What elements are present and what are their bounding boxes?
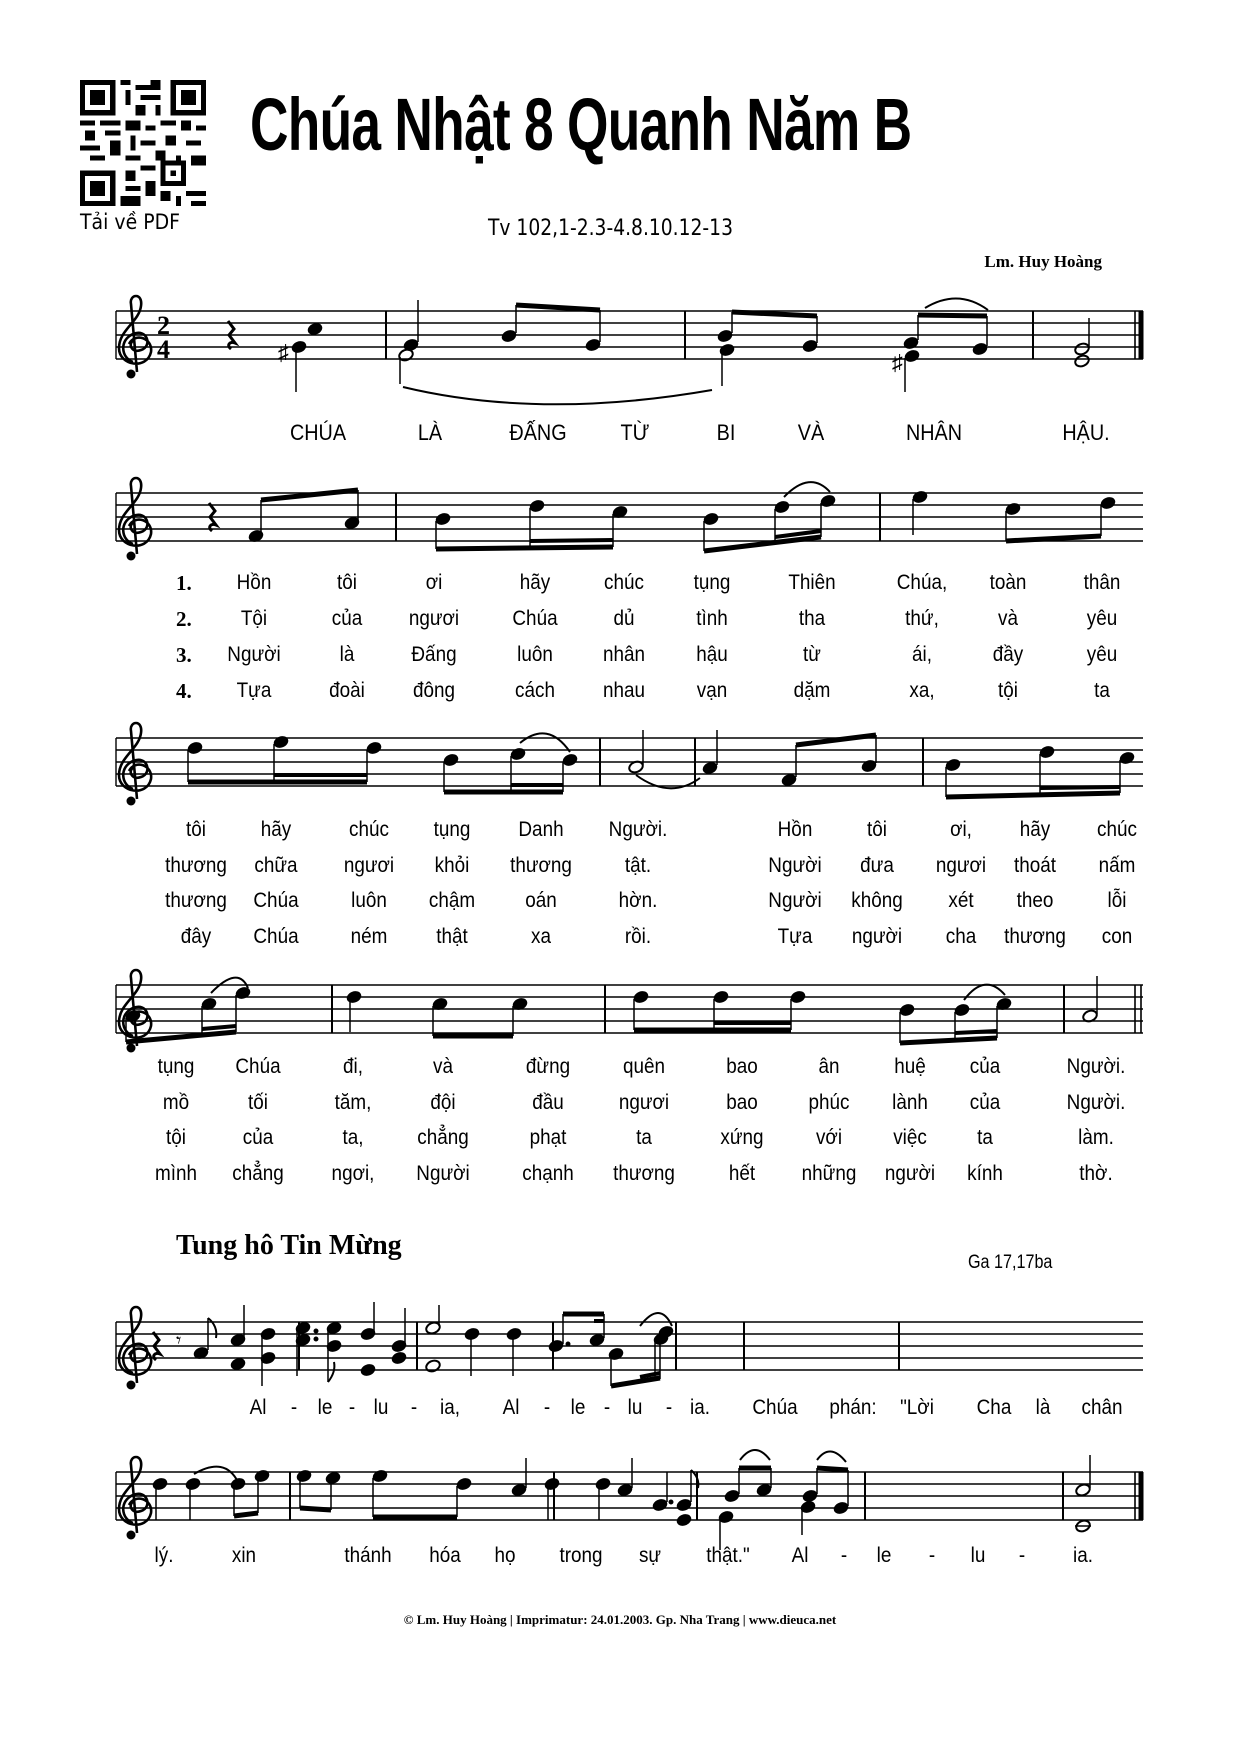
lyric-syllable: Al [791,1544,809,1567]
lyric-syllable: phạt [529,1126,567,1149]
treble-clef-icon [119,1457,151,1540]
verse-number: 1. [176,571,192,595]
verse-number: 3. [176,643,192,667]
lyric-syllable: cách [515,679,555,702]
lyric-syllable: Al [249,1396,267,1419]
lyric-syllable: của [969,1055,1001,1078]
lyric-syllable: thờ. [1079,1162,1113,1185]
lyric-syllable: dủ [613,607,635,630]
lyric-syllable: chữa [254,854,298,877]
lyric-syllable: Người. [1066,1055,1126,1078]
lyric-syllable: Chúa [235,1055,281,1078]
lyric-syllable: tôi [186,818,206,841]
lyric-syllable: là [339,643,355,666]
lyric-syllable: xét [948,889,974,912]
time-signature-bottom: 4 [157,335,170,364]
lyric-syllable: tăm, [334,1091,372,1114]
lyric-syllable: hậu [696,643,728,666]
lyric-syllable: đoài [329,679,365,702]
lyric-syllable: tôi [867,818,887,841]
lyric-syllable: thứ, [905,607,939,630]
lyric-syllable: thương [1004,925,1066,948]
lyric-syllable: không [851,889,903,912]
lyric-syllable: HẬU. [1062,420,1110,445]
lyric-syllable: Hồn [777,818,813,841]
lyric-syllable: ĐẤNG [509,420,567,445]
lyric-syllable: ngươi [618,1091,670,1114]
time-signature-top: 2 [157,311,170,340]
lyric-syllable: ta [1094,679,1110,702]
treble-clef-icon [119,1307,151,1390]
lyric-syllable: LÀ [417,420,443,445]
lyric-syllable: luôn [351,889,387,912]
lyric-syllable: đội [430,1091,456,1114]
lyric-syllable: yêu [1086,643,1118,666]
lyric-syllable: thương [165,854,227,877]
lyric-syllable: Tựa [236,679,272,702]
lyric-syllable: đây [180,925,212,948]
lyric-syllable: ngươi [935,854,987,877]
lyric-syllable: khỏi [434,854,470,877]
lyric-syllable: vạn [696,679,728,702]
lyric-syllable: VÀ [797,420,825,445]
lyric-syllable: tối [248,1091,268,1114]
lyric-syllable: ngơi, [331,1162,375,1185]
lyric-syllable: Chúa, [896,571,948,594]
treble-clef-icon [119,723,151,806]
lyric-syllable: Thiên [788,571,836,594]
svg-text:𝄾: 𝄾 [176,1330,182,1352]
lyric-syllable: le [876,1544,892,1567]
lyric-syllable: - [348,1396,356,1419]
lyric-syllable: ơi, [950,818,972,841]
lyric-syllable: nấm [1098,854,1136,877]
lyric-syllable: đừng [525,1055,571,1078]
lyric-syllable: CHÚA [289,420,347,445]
lyric-syllable: hết [728,1162,756,1185]
lyric-syllable: chúc [349,818,389,841]
lyric-syllable: ta [977,1126,993,1149]
lyric-syllable: đưa [860,854,894,877]
lyric-syllable: dặm [793,679,831,702]
lyric-syllable: mồ [162,1091,190,1114]
lyric-syllable: đầu [532,1091,564,1114]
lyric-syllable: oán [525,889,557,912]
lyric-syllable: tụng [157,1055,195,1078]
verse-number: 4. [176,679,192,703]
lyric-syllable: yêu [1086,607,1118,630]
lyric-syllable: tật. [624,854,652,877]
lyric-syllable: Tội [240,607,268,630]
lyric-syllable: Người [416,1162,470,1185]
lyric-syllable: - [665,1396,673,1419]
lyric-syllable: toàn [989,571,1027,594]
lyric-syllable: le [317,1396,333,1419]
lyric-syllable: xa, [909,679,935,702]
lyric-syllable: - [928,1544,936,1567]
lyric-syllable: le [570,1396,586,1419]
lyric-syllable: Cha [976,1396,1012,1419]
lyric-syllable: chẳng [232,1162,284,1185]
lyric-syllable: phán: [829,1396,877,1419]
footer-copyright: © Lm. Huy Hoàng | Imprimatur: 24.01.2003. Gp. Nha Trang | www.dieuca.net [403,1612,837,1627]
lyric-syllable: của [242,1126,274,1149]
treble-clef-icon [119,296,151,379]
lyric-syllable: Chúa [253,925,299,948]
download-pdf-link[interactable]: Tải về PDF [80,210,181,234]
lyric-syllable: ân [818,1055,840,1078]
page-title: Chúa Nhật 8 Quanh Năm B [250,83,912,166]
lyric-syllable: TỪ [620,420,650,445]
lyric-syllable: hãy [1019,818,1051,841]
lyric-syllable: chúc [604,571,644,594]
lyric-syllable: Người. [1066,1091,1126,1114]
lyric-syllable: việc [893,1126,927,1149]
lyric-syllable: của [969,1091,1001,1114]
svg-text:♯: ♯ [892,350,903,375]
lyric-syllable: là [1035,1396,1051,1419]
lyric-syllable: lý. [154,1544,174,1567]
lyric-syllable: - [290,1396,298,1419]
lyric-syllable: và [998,607,1018,630]
lyric-syllable: thật [436,925,468,948]
lyric-syllable: NHÂN [905,420,963,445]
lyric-syllable: Người [768,854,822,877]
lyric-syllable: đi, [343,1055,363,1078]
lyric-syllable: thoát [1013,854,1057,877]
lyric-syllable: BI [716,420,736,445]
lyric-syllable: Đấng [411,643,457,666]
lyric-syllable: - [603,1396,611,1419]
lyric-syllable: Danh [518,818,564,841]
lyric-syllable: lu [627,1396,643,1419]
lyric-syllable: xứng [720,1126,764,1149]
lyric-syllable: với [815,1126,843,1149]
lyric-syllable: quên [622,1055,666,1078]
gospel-reference: Ga 17,17ba [968,1252,1053,1273]
lyric-syllable: làm. [1078,1126,1114,1149]
lyric-syllable: chậm [428,889,476,912]
lyric-syllable: ơi [425,571,443,594]
lyric-syllable: Tựa [777,925,813,948]
lyric-syllable: tụng [433,818,471,841]
lyric-syllable: của [331,607,363,630]
lyric-syllable: phúc [808,1091,850,1114]
staff-verse-2 [116,738,1143,786]
lyric-syllable: lu [373,1396,389,1419]
staff-refrain [116,311,1143,359]
lyric-syllable: trong [559,1544,603,1567]
lyric-syllable: lỗi [1107,889,1127,912]
lyric-syllable: tụng [693,571,731,594]
staff-acclamation-2 [116,1472,1143,1520]
lyric-syllable: đầy [992,643,1024,666]
lyric-syllable: ngươi [408,607,460,630]
lyric-syllable: ta [636,1126,652,1149]
lyric-syllable: chẳng [417,1126,469,1149]
lyric-syllable: tha [798,607,826,630]
lyric-syllable: Người [768,889,822,912]
lyric-syllable: người [884,1162,936,1185]
lyric-syllable: kính [967,1162,1003,1185]
lyric-syllable: Người [227,643,281,666]
lyric-syllable: thật." [706,1544,750,1567]
lyric-syllable: thương [165,889,227,912]
treble-clef-icon [119,478,151,561]
lyric-syllable: ái, [912,643,932,666]
lyric-syllable: sự [638,1544,662,1567]
lyric-syllable: tội [166,1126,186,1149]
lyric-syllable: chạnh [522,1162,574,1185]
lyric-syllable: xin [231,1544,257,1567]
lyric-syllable: những [801,1162,857,1185]
lyric-syllable: nhân [602,643,646,666]
lyric-syllable: tình [696,607,728,630]
lyric-syllable: luôn [517,643,553,666]
lyric-syllable: thân [1083,571,1121,594]
lyric-syllable: và [433,1055,453,1078]
lyric-syllable: mình [154,1162,198,1185]
lyric-syllable: chân [1081,1396,1123,1419]
lyric-syllable: Al [502,1396,520,1419]
lyric-syllable: - [410,1396,418,1419]
lyric-syllable: huệ [894,1055,926,1078]
lyric-syllable: thương [510,854,572,877]
lyric-syllable: người [851,925,903,948]
lyric-syllable: từ [803,643,821,666]
lyric-syllable: ia. [1073,1544,1093,1567]
lyric-syllable: chúc [1097,818,1137,841]
psalm-reference: Tv 102,1-2.3-4.8.10.12-13 [488,216,733,241]
lyric-syllable: - [543,1396,551,1419]
lyric-syllable: - [1018,1544,1026,1567]
lyric-syllable: rồi. [624,925,652,948]
lyric-syllable: Hồn [236,571,272,594]
lyric-syllable: nhau [602,679,646,702]
lyric-syllable: theo [1016,889,1054,912]
lyric-syllable: tội [998,679,1018,702]
lyric-syllable: Chúa [253,889,299,912]
lyric-syllable: "Lời [900,1396,934,1419]
svg-text:♯: ♯ [278,340,289,365]
lyric-syllable: ta, [342,1126,364,1149]
lyric-syllable: bao [726,1055,758,1078]
lyric-syllable: cha [945,925,977,948]
lyric-syllable: bao [726,1091,758,1114]
lyric-syllable: hãy [519,571,551,594]
lyric-syllable: lu [970,1544,986,1567]
lyric-syllable: hờn. [618,889,658,912]
verse-number: 2. [176,607,192,631]
lyric-syllable: tôi [337,571,357,594]
lyric-syllable: đông [412,679,456,702]
lyric-syllable: Người. [608,818,668,841]
lyric-syllable: - [840,1544,848,1567]
section-title-gospel-acclamation: Tung hô Tin Mừng [176,1230,402,1261]
lyric-syllable: ia. [690,1396,710,1419]
lyric-syllable: thánh [344,1544,392,1567]
lyric-syllable: con [1101,925,1133,948]
lyric-syllable: ngươi [343,854,395,877]
lyric-syllable: lành [892,1091,928,1114]
staff-verse-3 [116,985,1143,1033]
lyric-syllable: xa [531,925,551,948]
lyric-syllable: hóa [429,1544,461,1567]
lyric-syllable: thương [613,1162,675,1185]
lyric-syllable: Chúa [512,607,558,630]
lyric-syllable: ném [350,925,388,948]
composer-name: Lm. Huy Hoàng [984,252,1102,271]
lyric-syllable: họ [494,1544,516,1567]
lyric-syllable: hãy [260,818,292,841]
lyric-syllable: Chúa [752,1396,798,1419]
lyric-syllable: ia, [440,1396,460,1419]
